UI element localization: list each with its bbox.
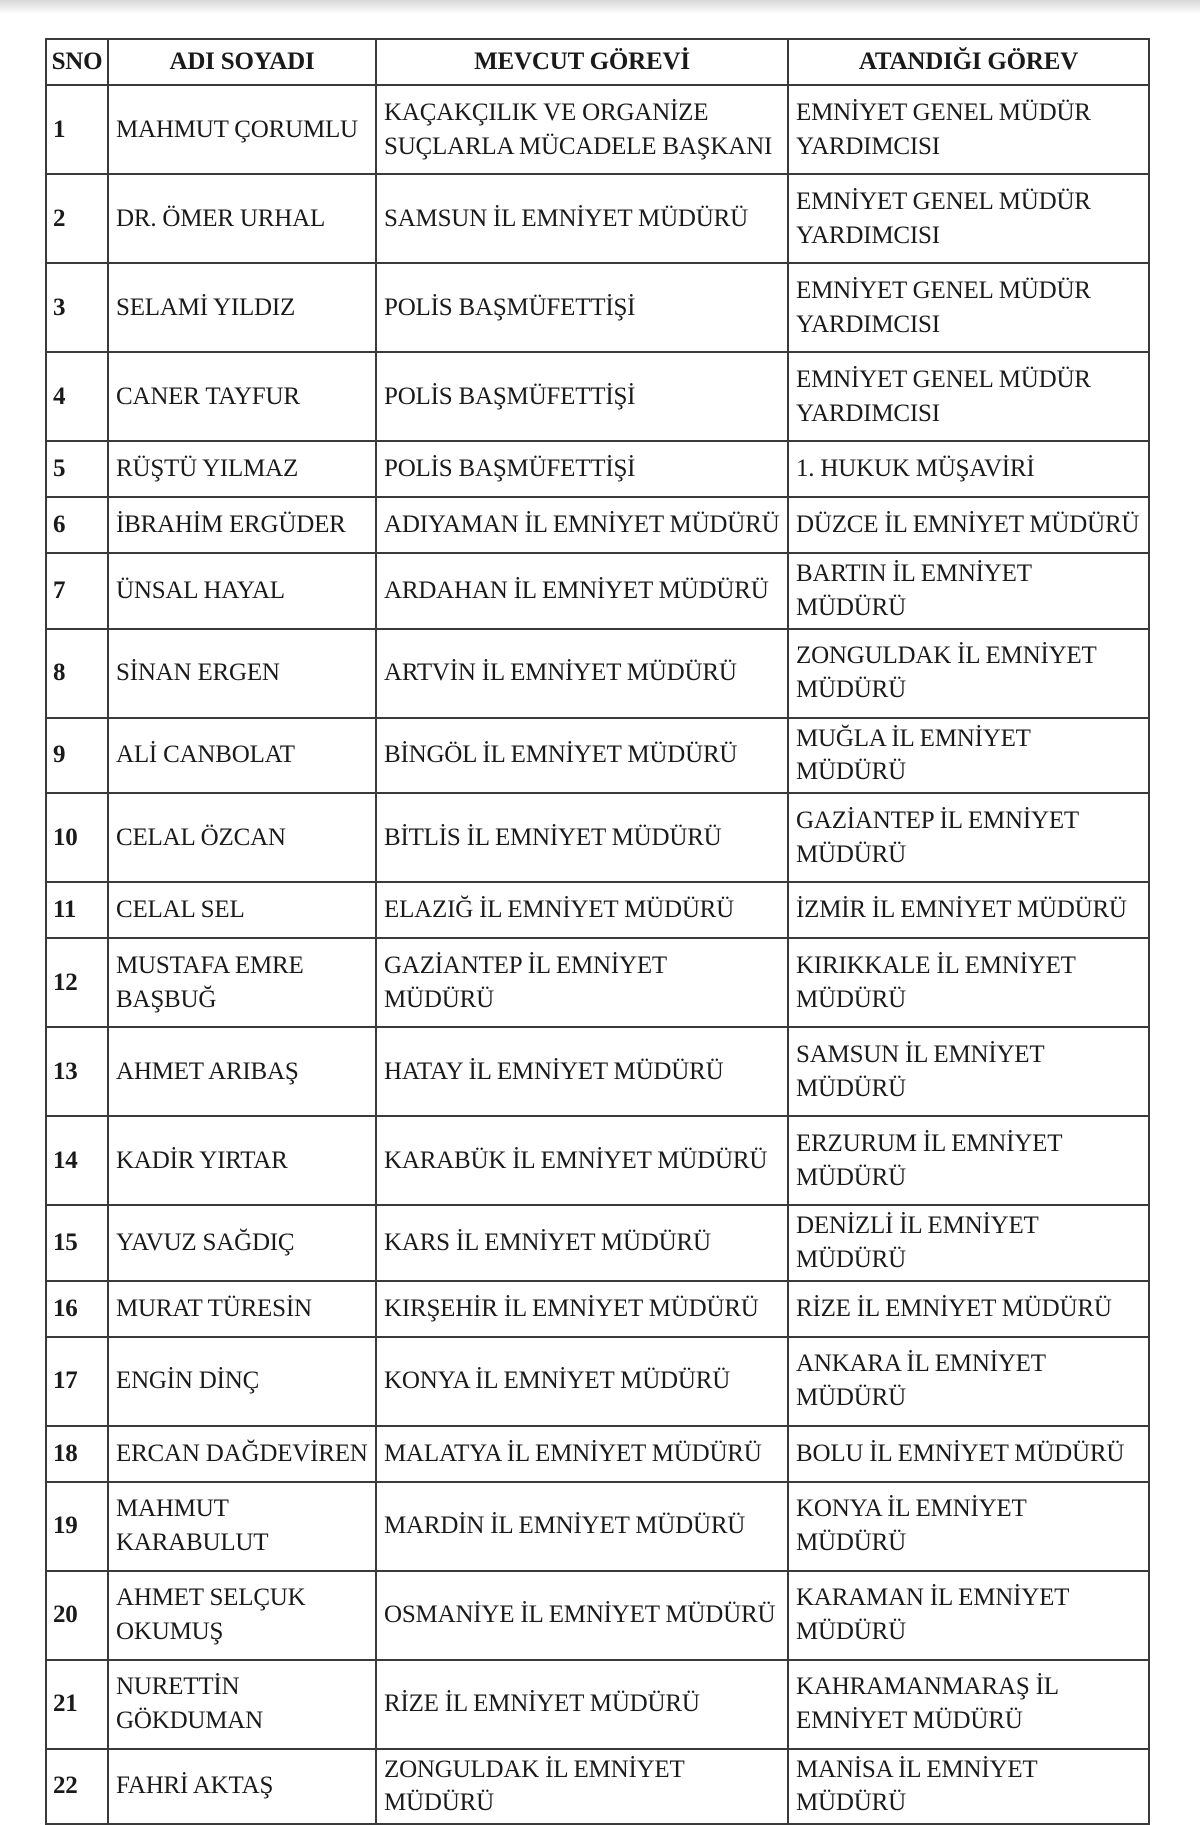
cell-name: KADİR YIRTAR (108, 1116, 376, 1205)
cell-name: CELAL SEL (108, 882, 376, 938)
table-row (46, 1660, 1149, 1749)
cell-sno: 21 (46, 1660, 108, 1749)
table-row (46, 1205, 1149, 1281)
page-top-edge (0, 0, 1200, 14)
cell-name: AHMET SELÇUK OKUMUŞ (108, 1571, 376, 1660)
cell-current-duty: POLİS BAŞMÜFETTİŞİ (376, 352, 788, 441)
cell-assigned-duty: GAZİANTEP İL EMNİYET MÜDÜRÜ (788, 793, 1149, 882)
cell-assigned-duty: KONYA İL EMNİYET MÜDÜRÜ (788, 1482, 1149, 1571)
cell-current-duty: MALATYA İL EMNİYET MÜDÜRÜ (376, 1426, 788, 1482)
cell-name: MAHMUT ÇORUMLU (108, 85, 376, 174)
cell-sno: 11 (46, 882, 108, 938)
cell-assigned-duty: MUĞLA İL EMNİYET MÜDÜRÜ (788, 718, 1149, 794)
cell-assigned-duty: DÜZCE İL EMNİYET MÜDÜRÜ (788, 497, 1149, 553)
cell-sno: 16 (46, 1281, 108, 1337)
cell-assigned-duty: İZMİR İL EMNİYET MÜDÜRÜ (788, 882, 1149, 938)
table-row (46, 1337, 1149, 1426)
cell-sno: 18 (46, 1426, 108, 1482)
cell-sno: 8 (46, 629, 108, 718)
table-row (46, 553, 1149, 629)
table-header (46, 39, 1149, 85)
table-row (46, 1281, 1149, 1337)
cell-sno: 3 (46, 263, 108, 352)
header-sno: SNO (46, 39, 108, 85)
cell-assigned-duty: ANKARA İL EMNİYET MÜDÜRÜ (788, 1337, 1149, 1426)
cell-sno: 14 (46, 1116, 108, 1205)
appointments-table (45, 38, 1150, 1825)
cell-name: DR. ÖMER URHAL (108, 174, 376, 263)
table-row (46, 85, 1149, 174)
cell-current-duty: POLİS BAŞMÜFETTİŞİ (376, 263, 788, 352)
cell-current-duty: MARDİN İL EMNİYET MÜDÜRÜ (376, 1482, 788, 1571)
cell-current-duty: ARTVİN İL EMNİYET MÜDÜRÜ (376, 629, 788, 718)
cell-assigned-duty: KIRIKKALE İL EMNİYET MÜDÜRÜ (788, 938, 1149, 1027)
table-row (46, 1749, 1149, 1825)
cell-current-duty: POLİS BAŞMÜFETTİŞİ (376, 441, 788, 497)
table-row (46, 352, 1149, 441)
cell-current-duty: SAMSUN İL EMNİYET MÜDÜRÜ (376, 174, 788, 263)
cell-current-duty: KARS İL EMNİYET MÜDÜRÜ (376, 1205, 788, 1281)
header-current-duty: MEVCUT GÖREVİ (376, 39, 788, 85)
cell-sno: 17 (46, 1337, 108, 1426)
cell-current-duty: KONYA İL EMNİYET MÜDÜRÜ (376, 1337, 788, 1426)
cell-assigned-duty: SAMSUN İL EMNİYET MÜDÜRÜ (788, 1027, 1149, 1116)
cell-name: ALİ CANBOLAT (108, 718, 376, 794)
cell-sno: 5 (46, 441, 108, 497)
cell-sno: 13 (46, 1027, 108, 1116)
cell-name: YAVUZ SAĞDIÇ (108, 1205, 376, 1281)
table-row (46, 1571, 1149, 1660)
cell-sno: 12 (46, 938, 108, 1027)
cell-assigned-duty: EMNİYET GENEL MÜDÜR YARDIMCISI (788, 174, 1149, 263)
cell-sno: 19 (46, 1482, 108, 1571)
table-body (46, 85, 1149, 1824)
table-row (46, 793, 1149, 882)
cell-sno: 15 (46, 1205, 108, 1281)
table-row (46, 1027, 1149, 1116)
table-row (46, 1426, 1149, 1482)
cell-assigned-duty: KAHRAMANMARAŞ İL EMNİYET MÜDÜRÜ (788, 1660, 1149, 1749)
cell-sno: 6 (46, 497, 108, 553)
cell-name: MURAT TÜRESİN (108, 1281, 376, 1337)
cell-name: CANER TAYFUR (108, 352, 376, 441)
table-row (46, 1482, 1149, 1571)
cell-current-duty: BİNGÖL İL EMNİYET MÜDÜRÜ (376, 718, 788, 794)
cell-assigned-duty: DENİZLİ İL EMNİYET MÜDÜRÜ (788, 1205, 1149, 1281)
table-row (46, 174, 1149, 263)
cell-sno: 10 (46, 793, 108, 882)
cell-assigned-duty: ZONGULDAK İL EMNİYET MÜDÜRÜ (788, 629, 1149, 718)
table-row (46, 1116, 1149, 1205)
table-row (46, 629, 1149, 718)
cell-sno: 1 (46, 85, 108, 174)
cell-sno: 20 (46, 1571, 108, 1660)
cell-assigned-duty: 1. HUKUK MÜŞAVİRİ (788, 441, 1149, 497)
cell-name: RÜŞTÜ YILMAZ (108, 441, 376, 497)
cell-name: CELAL ÖZCAN (108, 793, 376, 882)
cell-name: AHMET ARIBAŞ (108, 1027, 376, 1116)
table-row (46, 441, 1149, 497)
cell-assigned-duty: BOLU İL EMNİYET MÜDÜRÜ (788, 1426, 1149, 1482)
cell-sno: 2 (46, 174, 108, 263)
cell-current-duty: KIRŞEHİR İL EMNİYET MÜDÜRÜ (376, 1281, 788, 1337)
table-row (46, 497, 1149, 553)
cell-assigned-duty: EMNİYET GENEL MÜDÜR YARDIMCISI (788, 85, 1149, 174)
cell-assigned-duty: RİZE İL EMNİYET MÜDÜRÜ (788, 1281, 1149, 1337)
cell-current-duty: RİZE İL EMNİYET MÜDÜRÜ (376, 1660, 788, 1749)
cell-name: MUSTAFA EMRE BAŞBUĞ (108, 938, 376, 1027)
cell-name: ERCAN DAĞDEVİREN (108, 1426, 376, 1482)
cell-current-duty: KAÇAKÇILIK VE ORGANİZE SUÇLARLA MÜCADELE BAŞKANI (376, 85, 788, 174)
cell-assigned-duty: ERZURUM İL EMNİYET MÜDÜRÜ (788, 1116, 1149, 1205)
cell-name: İBRAHİM ERGÜDER (108, 497, 376, 553)
table-row (46, 882, 1149, 938)
cell-current-duty: HATAY İL EMNİYET MÜDÜRÜ (376, 1027, 788, 1116)
cell-sno: 4 (46, 352, 108, 441)
cell-name: MAHMUT KARABULUT (108, 1482, 376, 1571)
cell-current-duty: KARABÜK İL EMNİYET MÜDÜRÜ (376, 1116, 788, 1205)
cell-current-duty: ELAZIĞ İL EMNİYET MÜDÜRÜ (376, 882, 788, 938)
table-row (46, 263, 1149, 352)
table-row (46, 938, 1149, 1027)
cell-current-duty: ZONGULDAK İL EMNİYET MÜDÜRÜ (376, 1749, 788, 1825)
cell-sno: 7 (46, 553, 108, 629)
cell-assigned-duty: KARAMAN İL EMNİYET MÜDÜRÜ (788, 1571, 1149, 1660)
cell-current-duty: OSMANİYE İL EMNİYET MÜDÜRÜ (376, 1571, 788, 1660)
cell-current-duty: BİTLİS İL EMNİYET MÜDÜRÜ (376, 793, 788, 882)
cell-assigned-duty: BARTIN İL EMNİYET MÜDÜRÜ (788, 553, 1149, 629)
header-assigned-duty: ATANDIĞI GÖREV (788, 39, 1149, 85)
cell-sno: 22 (46, 1749, 108, 1825)
cell-name: ENGİN DİNÇ (108, 1337, 376, 1426)
cell-assigned-duty: EMNİYET GENEL MÜDÜR YARDIMCISI (788, 263, 1149, 352)
table-row (46, 718, 1149, 794)
header-name: ADI SOYADI (108, 39, 376, 85)
header-row (46, 39, 1149, 85)
cell-sno: 9 (46, 718, 108, 794)
cell-assigned-duty: MANİSA İL EMNİYET MÜDÜRÜ (788, 1749, 1149, 1825)
cell-name: FAHRİ AKTAŞ (108, 1749, 376, 1825)
cell-name: SELAMİ YILDIZ (108, 263, 376, 352)
cell-name: ÜNSAL HAYAL (108, 553, 376, 629)
cell-current-duty: ARDAHAN İL EMNİYET MÜDÜRÜ (376, 553, 788, 629)
cell-name: NURETTİN GÖKDUMAN (108, 1660, 376, 1749)
cell-assigned-duty: EMNİYET GENEL MÜDÜR YARDIMCISI (788, 352, 1149, 441)
cell-current-duty: ADIYAMAN İL EMNİYET MÜDÜRÜ (376, 497, 788, 553)
cell-name: SİNAN ERGEN (108, 629, 376, 718)
cell-current-duty: GAZİANTEP İL EMNİYET MÜDÜRÜ (376, 938, 788, 1027)
